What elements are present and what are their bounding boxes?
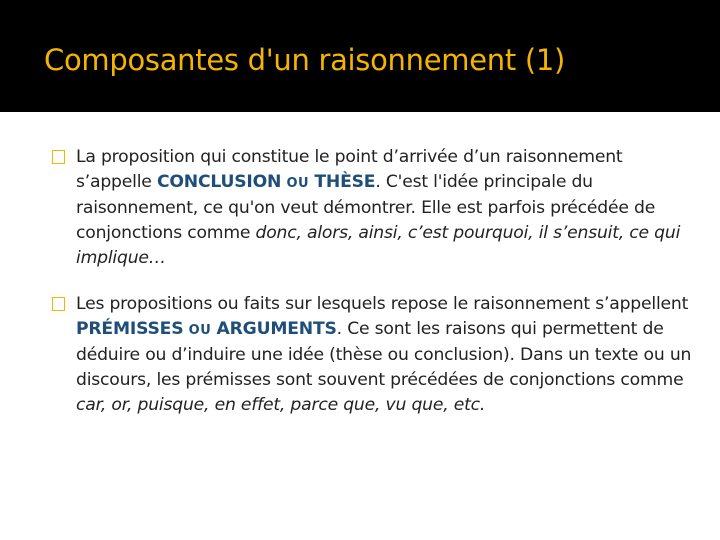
slide-title: Composantes d'un raisonnement (1) (44, 43, 565, 77)
keyword-conclusion: CONCLUSION (156, 172, 282, 192)
conjunction-examples: car, or, puisque, en effet, parce que, vu que, etc. (76, 395, 486, 415)
keyword-premisses: PRÉMISSES (76, 319, 184, 339)
keyword-these: THÈSE (314, 172, 376, 192)
conjunction-examples: donc, alors, ainsi, c’est pourquoi, il s’ensuit, ce qui implique… (76, 223, 681, 268)
bullet-text: La proposition qui constitue le point d’arrivée d’un raisonnement s’appelle (76, 147, 623, 192)
square-bullet-icon (52, 150, 65, 164)
bullet-premisses (52, 292, 692, 418)
keyword-or: OU (286, 176, 310, 191)
bullet-text: . C'est l'idée principale du raisonnement, ce qu'on veut démontrer. Elle est parfois précédée de conjonctions comme (76, 172, 656, 243)
bullet-conclusion (52, 145, 692, 271)
bullet-text: . Ce sont les raisons qui permettent de déduire ou d’induire une idée (thèse ou conclusion). Dans un texte ou un discours, les prémisses sont souvent précédées de conjonctions comme (76, 319, 692, 390)
keyword-arguments: ARGUMENTS (216, 319, 337, 339)
slide-content (52, 145, 692, 439)
title-bar (0, 0, 720, 112)
keyword-or: OU (188, 323, 212, 338)
bullet-text: Les propositions ou faits sur lesquels repose le raisonnement s’appellent (76, 294, 689, 314)
square-bullet-icon (52, 297, 65, 311)
